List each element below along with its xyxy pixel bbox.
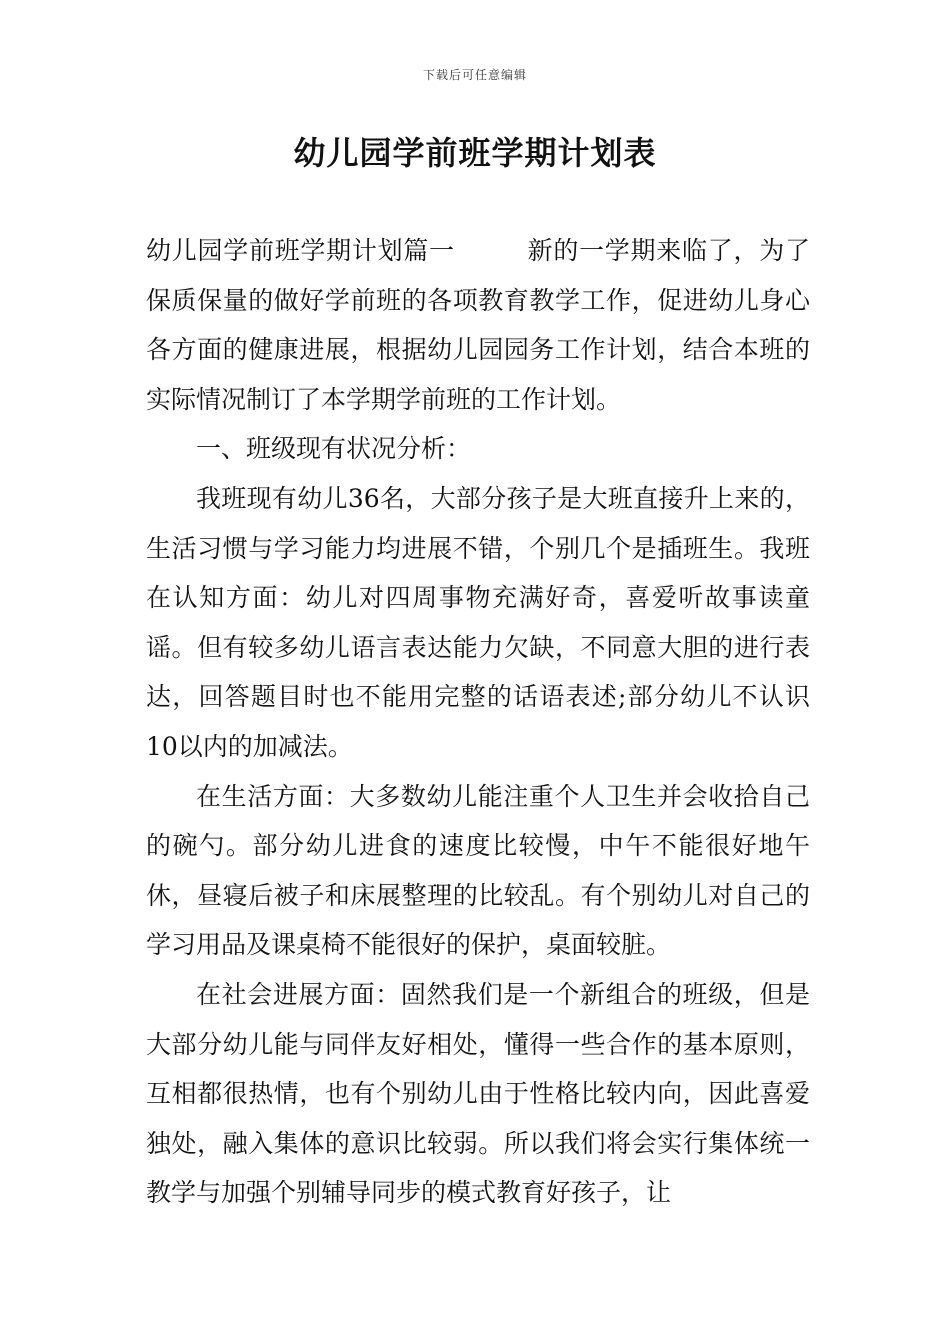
paragraph-class-overview: 我班现有幼儿36名，大部分孩子是大班直接升上来的，生活习惯与学习能力均进展不错，个别几个是插班生。我班在认知方面：幼儿对四周事物充满好奇，喜爱听故事读童谣。但有较多幼儿语言表达能力欠缺，不同意大胆的进行表达，回答题目时也不能用完整的话语表述;部分幼儿不认识10以内的加减法。 <box>146 483 810 761</box>
paragraph-social-development: 在社会进展方面：固然我们是一个新组合的班级，但是大部分幼儿能与同伴友好相处，懂得一些合作的基本原则，互相都很热情，也有个别幼儿由于性格比较内向，因此喜爱独处，融入集体的意识比较弱。所以我们将会实行集体统一教学与加强个别辅导同步的模式教育好孩子，让 <box>146 979 810 1208</box>
document-body <box>146 226 810 1218</box>
section-heading-class-analysis: 一、班级现有状况分析： <box>196 434 472 464</box>
intro-heading: 幼儿园学前班学期计划篇一 <box>146 236 455 265</box>
document-title: 幼儿园学前班学期计划表 <box>293 134 657 172</box>
intro-paragraph <box>146 226 810 424</box>
header-note: 下载后可任意编辑 <box>422 68 527 82</box>
intro-text: 新的一学期来临了，为了保质保量的做好学前班的各项教育教学工作，促进幼儿身心各方面的健康进展，根据幼儿园园务工作计划，结合本班的实际情况制订了本学期学前班的工作计划。 <box>146 236 810 414</box>
paragraph-daily-life: 在生活方面：大多数幼儿能注重个人卫生并会收拾自己的碗勺。部分幼儿进食的速度比较慢，中午不能很好地午休，昼寝后被子和床展整理的比较乱。有个别幼儿对自己的学习用品及课桌椅不能很好的保护，桌面较脏。 <box>146 781 810 960</box>
